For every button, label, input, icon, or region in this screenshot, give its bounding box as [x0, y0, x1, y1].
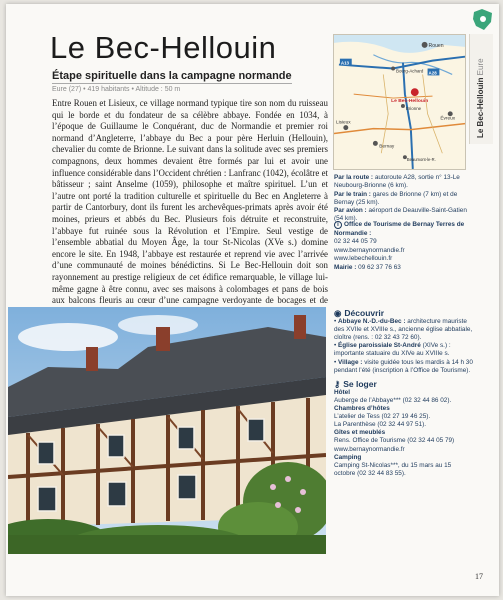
map-label: Lisieux — [335, 120, 351, 126]
office-title: Office de Tourisme de Bernay Terres de Normandie : — [334, 221, 465, 237]
item-name: Village : — [338, 358, 363, 366]
map-label: Bourg-Achard — [396, 68, 424, 74]
side-tab — [469, 34, 493, 144]
region-badge-icon — [472, 8, 494, 32]
eye-icon: ◉ — [334, 308, 342, 318]
train-access-text: gares de Brionne (7 km) et de Bernay (25 km). — [334, 190, 458, 206]
info-icon: i — [334, 221, 342, 229]
map-label: Rouen — [428, 42, 444, 49]
item-text: visite guidée tous les mardis à 14 h 30 pendant l’été (inscription à l’Office de Tourisme). — [334, 358, 473, 374]
page-title: Le Bec-Hellouin — [50, 30, 277, 65]
mairie-phone: 09 62 37 76 63 — [358, 263, 401, 271]
page-number: 17 — [475, 572, 483, 581]
location-map — [333, 34, 466, 170]
loger-heading: Se loger — [343, 378, 377, 389]
list-item: • Village : visite guidée tous les mardis à 14 h 30 pendant l’été (inscription à l’Office de Tourisme). — [334, 358, 473, 374]
hotel-item: Auberge de l’Abbaye*** (02 32 44 86 02). — [334, 396, 452, 404]
item-text: architecture mauriste des XVIIe et XVIIIe s., ancienne église abbatiale, cloître (rens. : 02 32 43 72 60). — [334, 318, 473, 342]
map-label-highlight: Le Bec-Hellouin — [391, 99, 429, 104]
mairie-label: Mairie : — [334, 263, 357, 271]
side-tab-label — [476, 58, 485, 138]
gites-website[interactable]: www.bernaynormandie.fr — [334, 445, 405, 453]
hotel-heading: Hôtel — [334, 388, 350, 396]
road-access-label: Par la route : — [334, 174, 374, 181]
item-name: Abbaye N.-D.-du-Bec : — [338, 318, 406, 326]
chambres-item: L’atelier de Tess (02 27 19 46 25). — [334, 413, 431, 421]
plane-access-label: Par avion : — [334, 207, 367, 215]
list-item: • Église paroissiale St-André (XIVe s.) : importante statuaire du XIVe au XVIIIe s. — [334, 342, 451, 358]
road-label: A13 — [340, 60, 350, 66]
plane-access-text: aéroport de Deauville-Saint-Gatien (54 km). — [334, 207, 467, 223]
item-text: (XIVe s.) : importante statuaire du XIVe au XVIIIe s. — [334, 342, 451, 358]
road-label: A28 — [428, 70, 437, 76]
half-timbered-houses-image — [8, 307, 326, 554]
map-label: Bernay — [379, 144, 395, 150]
item-name: Église paroissiale St-André — [338, 342, 421, 350]
list-item: • Abbaye N.-D.-du-Bec : architecture mauriste des XVIIe et XVIIIe s., ancienne église abbatiale, cloître (rens. : 02 32 43 72 60). — [334, 318, 473, 342]
map-label: Brionne — [405, 105, 422, 111]
side-tab-village: Le Bec-Hellouin — [476, 77, 485, 138]
office-website[interactable]: www.bernaynormandie.fr — [334, 246, 405, 254]
map-label: Évreux — [440, 116, 456, 122]
chambres-heading: Chambres d’hôtes — [334, 405, 390, 413]
body-text: Entre Rouen et Lisieux, ce village normand typique tire son nom du ruisseau qui le borde et du fondateur de sa célèbre abbaye. Fondée en 1034, à l’époque de Guillaume le Conquérant, duc de Normandie et premier roi normand d’Angleterre, l’abbaye du Bec a pour père Herluin (Hellouin), chevalier du comte de Brionne. Le suivant dans la solitude avec ses premiers compagnons, deux hommes devaient être formés par lui et avoir une influence considérable dans l’Occident chrétien : Lanfranc (1042), écolâtre et bâtisseur ; saint Anselme (1059), philosophe et maître spirituel. L’un et l’autre ont porté la tradition culturelle et spirituelle du Bec en Angleterre à partir de Cantorbury, dont ils furent les archevêques-primats après avoir été moines, prieurs et abbés du Bec. Plusieurs fois détruite et reconstruite, l’abbaye fut ruinée sous la Révolution et l’Empire. Seul vestige de l’ensemble abbatial du Moyen Âge, la tour St-Nicolas (XVe s.) domine encore le site. En 1948, l’abbaye est restaurée et reprend vie avec l’arrivée d’une communauté de moines bénédictins. Si Le Bec-Hellouin doit son rayonnement au prestige religieux de cet édifice remarquable, le village lui-même gagne à être connu, avec ses maisons à colombages et pans de bois aux balcons fleuris au cœur d’une campagne verdoyante de bocages et de — [52, 98, 328, 306]
map-label: Beaumont-le-R. — [406, 157, 436, 163]
key-icon: ⚷ — [334, 378, 341, 389]
tourist-office-info — [334, 221, 468, 272]
office-phone: 02 32 44 05 79 — [334, 238, 377, 245]
train-access-label: Par le train : — [334, 190, 371, 198]
access-info — [334, 174, 468, 224]
page-subtitle: Étape spirituelle dans la campagne normande — [52, 70, 292, 82]
side-tab-dept: Eure — [476, 58, 485, 76]
village-meta: Eure (27) • 419 habitants • Altitude : 50 m — [52, 86, 181, 93]
village-website[interactable]: www.lebechellouin.fr — [334, 255, 393, 262]
practical-info — [334, 309, 474, 478]
chambres-item: La Parenthèse (02 32 44 97 51). — [334, 421, 427, 429]
decouvrir-heading: Découvrir — [344, 308, 385, 318]
village-photo — [8, 307, 326, 554]
gites-heading: Gîtes et meublés — [334, 429, 386, 437]
camping-heading: Camping — [334, 453, 362, 461]
map-graphic — [334, 35, 465, 169]
road-access-text: autoroute A28, sortie n° 13-Le Neubourg-Brionne (6 km). — [334, 174, 460, 190]
camping-item: Camping St-Nicolas***, du 15 mars au 15 octobre (02 32 44 83 55). — [334, 461, 452, 477]
gites-item: Rens. Office de Tourisme (02 32 44 05 79) — [334, 437, 455, 445]
